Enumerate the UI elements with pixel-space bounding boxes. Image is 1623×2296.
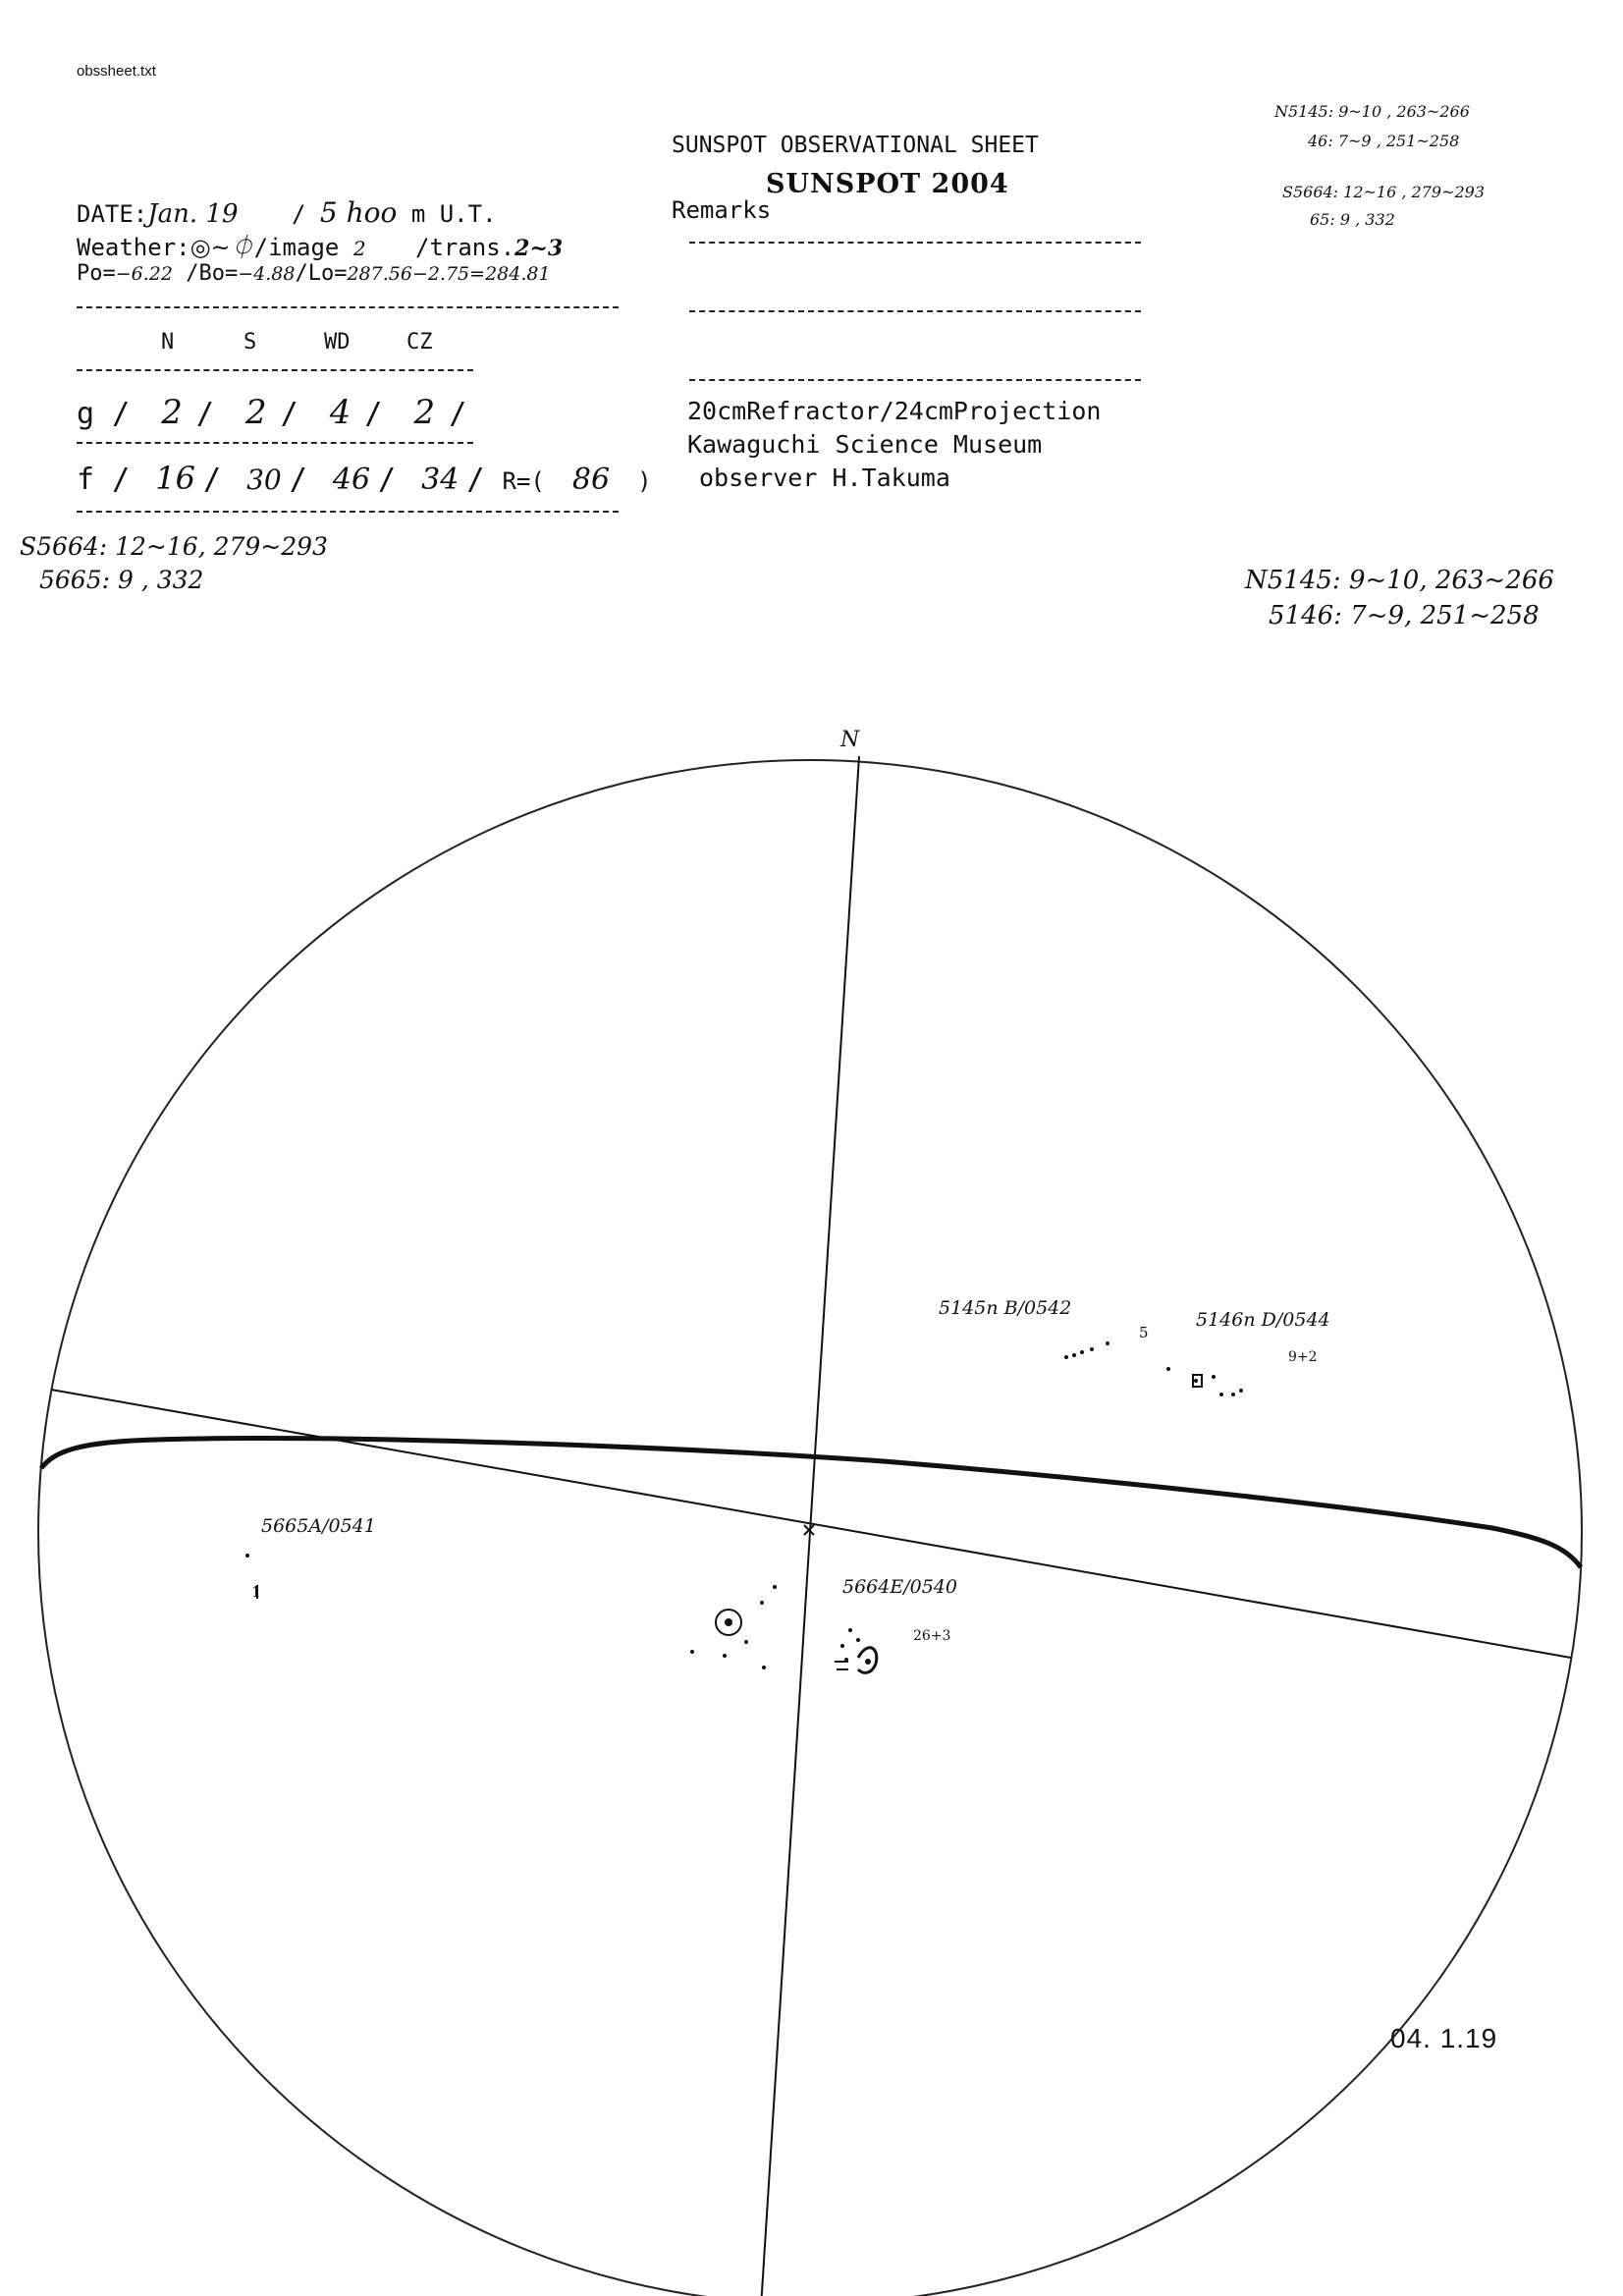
time-unit: m U.T. — [410, 200, 497, 228]
group-count-5146: 9+2 — [1288, 1349, 1318, 1365]
group-label-5146: 5146n D/0544 — [1196, 1309, 1330, 1331]
top-right-note: 46: 7~9 , 251~258 — [1308, 132, 1460, 150]
r-close: ) — [637, 467, 652, 495]
image-value: 2 — [352, 237, 366, 260]
central-meridian-line — [761, 756, 859, 2296]
weather-label: Weather: — [77, 234, 190, 261]
p0-label: Po= — [77, 261, 116, 286]
left-note: 5665: 9 , 332 — [39, 566, 204, 594]
group-label-5665: 5665A/0541 — [261, 1515, 376, 1537]
count-header-wd: WD — [324, 330, 351, 355]
remarks-label: Remarks — [672, 196, 772, 224]
group-label-5145: 5145n B/0542 — [939, 1297, 1072, 1319]
r-label: R=( — [502, 467, 545, 495]
weather-value: ◎~⏀ — [189, 234, 254, 261]
b0-label: /Bo= — [186, 261, 239, 286]
g-central-zone: 2 — [413, 393, 436, 432]
north-label: N — [840, 728, 860, 752]
date-value: Jan. 19 — [147, 199, 239, 229]
l0-label: /Lo= — [295, 261, 348, 286]
count-header-cz: CZ — [406, 330, 433, 355]
time-value: 5 hoo — [319, 196, 398, 229]
museum-text: Kawaguchi Science Museum — [687, 430, 1043, 459]
left-note: S5664: 12~16, 279~293 — [20, 532, 328, 561]
equipment-text: 20cmRefractor/24cmProjection — [687, 397, 1102, 425]
r-value: 86 — [571, 463, 611, 497]
right-note: N5145: 9~10, 263~266 — [1245, 566, 1554, 595]
sunspot-group-5145 — [1064, 1341, 1109, 1359]
group-count-5145: 5 — [1139, 1324, 1149, 1341]
f-whole-disk: 46 — [332, 463, 371, 497]
f-central-zone: 34 — [421, 463, 460, 497]
sunspot-group-5146 — [1166, 1367, 1243, 1396]
count-header-s: S — [243, 330, 257, 355]
group-count-row: g / 2 / 2 / 4 / 2 / — [77, 393, 467, 432]
time-separator: / — [292, 200, 306, 228]
b0-value: −4.88 — [238, 263, 296, 285]
sheet-title: SUNSPOT OBSERVATIONAL SHEET — [672, 133, 1039, 158]
image-label: /image — [253, 234, 340, 261]
date-label: DATE: — [77, 200, 148, 228]
observer-text: observer H.Takuma — [699, 464, 950, 492]
file-label: obssheet.txt — [77, 63, 156, 80]
f-label: f — [77, 463, 95, 497]
top-right-note: N5145: 9~10 , 263~266 — [1274, 102, 1470, 121]
top-right-note: 65: 9 , 332 — [1310, 210, 1395, 229]
p0-value: −6.22 — [115, 263, 173, 285]
group-count-5664: 26+3 — [913, 1628, 951, 1644]
count-header-n: N — [161, 330, 175, 355]
right-note: 5146: 7~9, 251~258 — [1269, 601, 1540, 630]
sunspot-group-5664 — [690, 1585, 877, 1672]
g-south: 2 — [245, 393, 267, 432]
spot-count-row: f / 16 / 30 / 46 / 34 / R=( 86 ) — [77, 460, 652, 497]
f-south: 30 — [246, 464, 282, 496]
footer-code: 04. 1.19 — [1390, 2023, 1498, 2053]
group-label-5664: 5664E/0540 — [842, 1576, 957, 1598]
g-north: 2 — [161, 393, 183, 432]
trans-label: /trans. — [415, 234, 515, 261]
g-label: g — [77, 397, 95, 431]
sunspot-stamp: SUNSPOT 2004 — [766, 169, 1009, 199]
l0-value: 287.56−2.75=284.81 — [347, 263, 551, 285]
top-right-note: S5664: 12~16 , 279~293 — [1282, 183, 1486, 201]
f-north: 16 — [155, 460, 195, 497]
trans-value: 2~3 — [514, 236, 564, 261]
group-count-5665: 1 — [251, 1583, 261, 1601]
g-whole-disk: 4 — [329, 393, 352, 432]
